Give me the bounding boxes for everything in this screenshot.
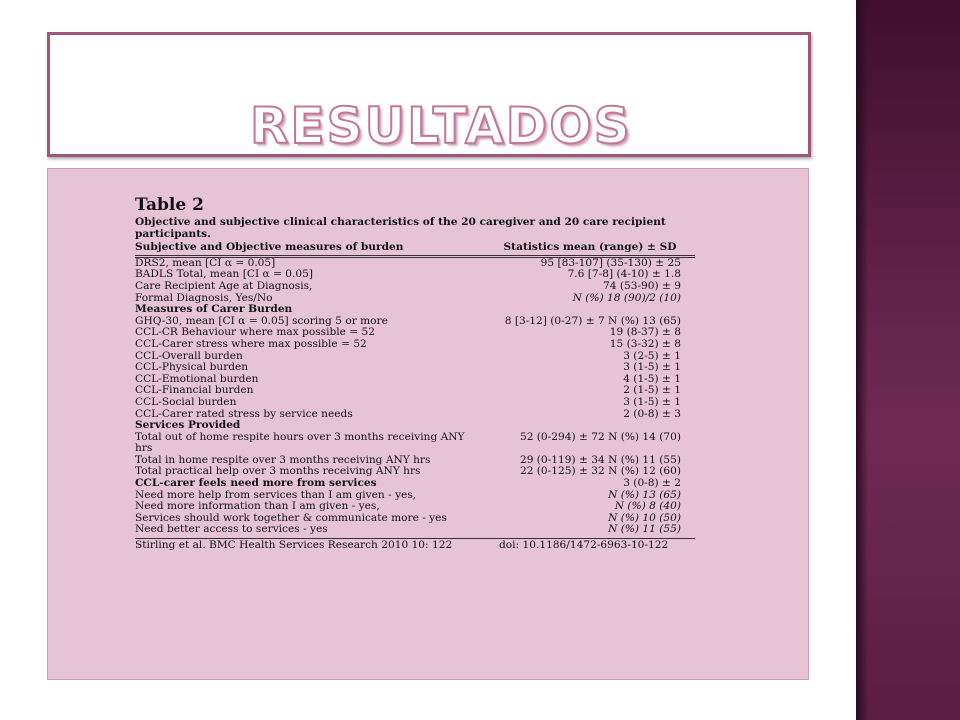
slide-title: RESULTADOS — [250, 97, 632, 155]
row-label: CCL-CR Behaviour where max possible = 52 — [135, 326, 375, 339]
row-label: Services Provided — [135, 419, 241, 432]
row-label: CCL-Financial burden — [135, 384, 254, 397]
table-header-row — [135, 242, 695, 256]
row-value: 4 (1-5) ± 1 — [623, 372, 681, 385]
table-heading: Table 2 — [135, 195, 204, 215]
table-row — [135, 362, 695, 374]
table-footer — [135, 538, 695, 552]
side-band — [856, 0, 960, 720]
row-label: CCL-Emotional burden — [135, 372, 259, 385]
row-value: 3 (2-5) ± 1 — [623, 349, 681, 362]
row-label: DRS2, mean [CI α = 0.05] — [135, 256, 276, 269]
results-table — [135, 195, 695, 552]
section-row — [135, 420, 695, 432]
title-placeholder — [47, 32, 811, 157]
row-label: Need more information than I am given - yes, — [135, 500, 380, 513]
row-label: CCL-Carer stress where max possible = 52 — [135, 337, 367, 350]
row-label: CCL-Social burden — [135, 395, 237, 408]
table-caption: Objective and subjective clinical characteristics of the 20 caregiver and 20 care recipient participants. — [135, 216, 666, 240]
row-value: 3 (1-5) ± 1 — [623, 395, 681, 408]
row-value: 8 [3-12] (0-27) ± 7 N (%) 13 (65) — [504, 314, 681, 327]
table-row — [135, 524, 695, 536]
row-value: 15 (3-32) ± 8 — [609, 337, 681, 350]
side-band-shadow — [856, 0, 868, 720]
row-value: N (%) 10 (50) — [608, 511, 681, 524]
table-row — [135, 281, 695, 293]
row-value: N (%) 8 (40) — [614, 500, 681, 513]
doi: doi: 10.1186/1472-6963-10-122 — [499, 539, 669, 552]
row-value: 2 (0-8) ± 3 — [623, 407, 681, 420]
row-label: GHQ-30, mean [CI α = 0.05] scoring 5 or more — [135, 314, 388, 327]
row-value: 3 (1-5) ± 1 — [623, 361, 681, 374]
citation: Stirling et al. BMC Health Services Research 2010 10: 122 — [135, 539, 453, 552]
row-value: 7.6 [7-8] (4-10) ± 1.8 — [567, 268, 681, 281]
section-row — [135, 478, 695, 490]
table-body — [135, 258, 695, 536]
row-value: 74 (53-90) ± 9 — [602, 279, 681, 292]
row-value: N (%) 11 (55) — [608, 523, 681, 536]
row-label: Total in home respite over 3 months receiving ANY hrs — [135, 453, 431, 466]
row-label: CCL-carer feels need more from services — [135, 477, 377, 490]
row-value: 95 [83-107] (35-130) ± 25 — [540, 256, 681, 269]
table-row — [135, 432, 695, 455]
row-label: Total practical help over 3 months receiving ANY hrs — [135, 465, 421, 478]
row-value: 52 (0-294) ± 72 N (%) 14 (70) — [519, 430, 681, 443]
table-row — [135, 397, 695, 409]
row-value: 2 (1-5) ± 1 — [623, 384, 681, 397]
row-label: Formal Diagnosis, Yes/No — [135, 291, 273, 304]
row-value: 3 (0-8) ± 2 — [623, 477, 681, 490]
row-value: 22 (0-125) ± 32 N (%) 12 (60) — [519, 465, 681, 478]
row-label: Need better access to services - yes — [135, 523, 328, 536]
row-value: N (%) 13 (65) — [608, 488, 681, 501]
row-value: N (%) 18 (90)/2 (10) — [572, 291, 681, 304]
section-row — [135, 304, 695, 316]
row-label: CCL-Physical burden — [135, 361, 249, 374]
row-label: Care Recipient Age at Diagnosis, — [135, 279, 313, 292]
row-value — [485, 420, 695, 432]
row-label: BADLS Total, mean [CI α = 0.05] — [135, 268, 314, 281]
row-value — [485, 304, 695, 316]
row-value: 29 (0-119) ± 34 N (%) 11 (55) — [519, 453, 681, 466]
row-label: Services should work together & communicate more - yes — [135, 511, 447, 524]
content-area — [47, 168, 809, 680]
table-row — [135, 339, 695, 351]
row-label: CCL-Carer rated stress by service needs — [135, 407, 353, 420]
row-label: CCL-Overall burden — [135, 349, 243, 362]
row-value: 19 (8-37) ± 8 — [609, 326, 681, 339]
header-measures: Subjective and Objective measures of burden — [135, 241, 404, 254]
row-label: Need more help from services than I am given - yes, — [135, 488, 417, 501]
row-label: Measures of Carer Burden — [135, 303, 293, 316]
header-statistics: Statistics mean (range) ± SD — [503, 241, 677, 254]
row-label: Total out of home respite hours over 3 months receiving ANY hrs — [135, 430, 465, 455]
